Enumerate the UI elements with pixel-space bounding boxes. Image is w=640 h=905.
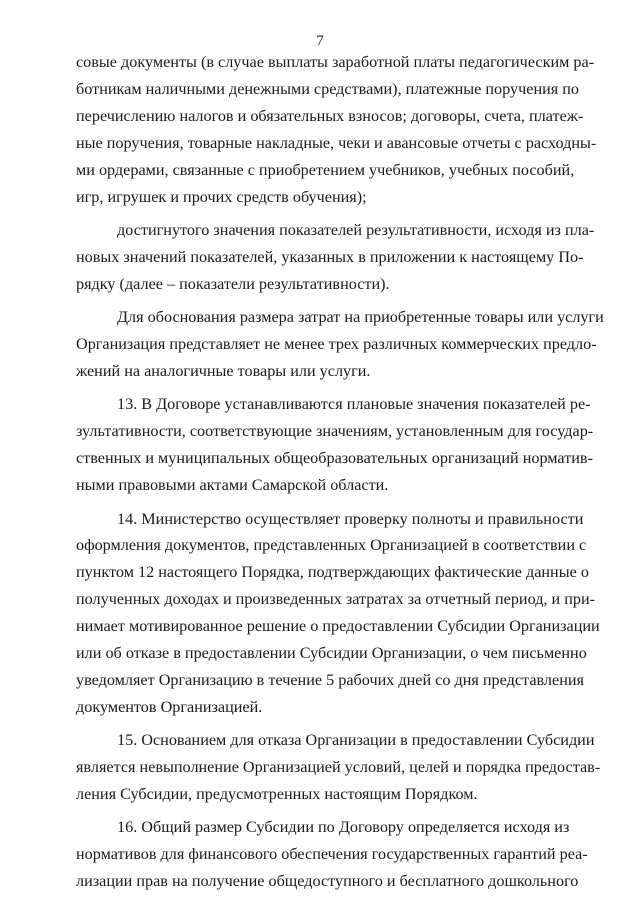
text-line: уведомляет Организацию в течение 5 рабочих дней со дня представления [76, 670, 584, 689]
paragraph [76, 727, 601, 808]
text-line: полученных доходах и произведенных затратах за отчетный период, и при- [76, 590, 596, 609]
text-line: рядку (далее – показатели результативности). [76, 274, 390, 293]
text-line: или об отказе в предоставлении Субсидии Организации, о чем письменно [76, 644, 587, 663]
text-line: ми ордерами, связанные с приобретением учебников, учебных пособий, [76, 160, 575, 179]
text-line: оформления документов, представленных Организацией в соответствии с [76, 536, 587, 555]
text-line: нормативов для финансового обеспечения государственных гарантий реа- [76, 845, 588, 864]
text-line: жений на аналогичные товары или услуги. [76, 361, 371, 380]
text-line: Для обоснования размера затрат на приобретенные товары или услуги [117, 308, 604, 327]
text-line: пунктом 12 настоящего Порядка, подтверждающих фактические данные о [76, 563, 589, 582]
paragraph [76, 217, 595, 298]
text-line: 16. Общий размер Субсидии по Договору определяется исходя из [117, 818, 570, 837]
paragraph [76, 391, 594, 499]
text-line: является невыполнение Организацией условий, целей и порядка предостав- [76, 758, 601, 777]
paragraph [76, 506, 600, 721]
text-line: ственных и муниципальных общеобразовательных организаций норматив- [76, 449, 593, 468]
text-line: достигнутого значения показателей результативности, исходя из пла- [117, 220, 595, 239]
text-line: ными правовыми актами Самарской области. [76, 476, 389, 495]
text-line: 15. Основанием для отказа Организации в предоставлении Субсидии [117, 731, 595, 750]
text-line: новых значений показателей, указанных в приложении к настоящему По- [76, 247, 584, 266]
text-line: лизации прав на получение общедоступного и бесплатного дошкольного [76, 872, 579, 891]
text-line: ботникам наличными денежными средствами), платежные поручения по [76, 79, 580, 98]
text-line: 14. Министерство осуществляет проверку полноты и правильности [117, 509, 584, 528]
text-line: игр, игрушек и прочих средств обучения); [76, 187, 367, 206]
document-body [76, 49, 604, 902]
text-line: документов Организацией. [76, 697, 263, 716]
page-number: 7 [316, 33, 324, 49]
text-line: перечислению налогов и обязательных взносов; договоры, счета, платеж- [76, 106, 584, 125]
paragraph [76, 814, 588, 895]
text-line: нимает мотивированное решение о предоставлении Субсидии Организации [76, 617, 600, 636]
text-line: совые документы (в случае выплаты заработной платы педагогическим ра- [76, 53, 595, 71]
paragraph [76, 49, 597, 210]
paragraph [76, 304, 604, 385]
text-line: 13. В Договоре устанавливаются плановые значения показателей ре- [117, 395, 591, 414]
text-line: Организация представляет не менее трех различных коммерческих предло- [76, 335, 597, 354]
text-line: ные поручения, товарные накладные, чеки и авансовые отчеты с расходны- [76, 133, 597, 152]
text-line: ления Субсидии, предусмотренных настоящим Порядком. [76, 785, 478, 804]
text-line: зультативности, соответствующие значениям, установленным для государ- [76, 422, 594, 441]
